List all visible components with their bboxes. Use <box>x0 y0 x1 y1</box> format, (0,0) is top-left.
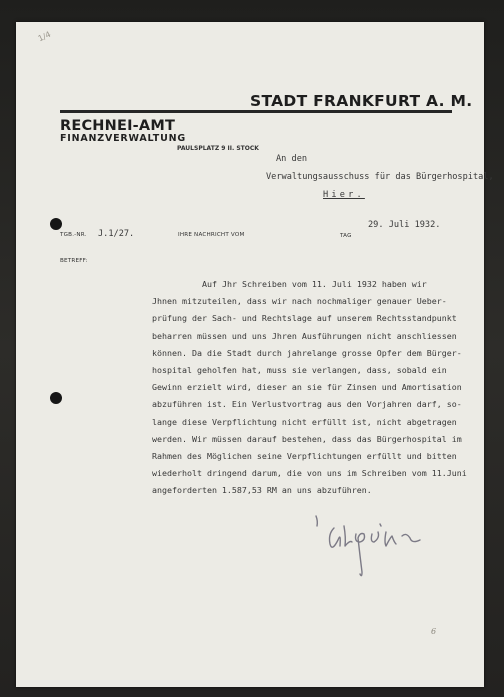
body-line: beharren müssen und uns Jhren Ausführungen nicht anschliessen <box>152 330 457 341</box>
letterhead-office: RECHNEI-AMT <box>60 118 176 134</box>
your-message-label: IHRE NACHRICHT VOM <box>178 232 245 238</box>
body-line: werden. Wir müssen darauf bestehen, dass das Bürgerhospital im <box>152 433 462 444</box>
page-number: 6 <box>431 627 437 636</box>
body-line: Jhnen mitzuteilen, dass wir nach nochmaliger genauer Ueber- <box>152 296 447 307</box>
body-line: können. Da die Stadt durch jahrelange grosse Opfer dem Bürger- <box>152 347 462 358</box>
body-line: angeforderten 1.587,53 RM an uns abzuführen. <box>152 485 372 496</box>
letter-body <box>152 276 472 500</box>
letterhead-address: PAULSPLATZ 9 II. STOCK <box>177 145 259 152</box>
day-label: TAG <box>340 233 352 239</box>
recipient-line-1: An den <box>276 154 308 164</box>
letterhead-division: FINANZVERWALTUNG <box>60 133 186 144</box>
body-line: Gewinn erzielt wird, dieser an sie für Zinsen und Amortisation <box>152 382 462 393</box>
tgb-label: TGB.-NR. <box>60 232 87 238</box>
recipient-line-2: Verwaltungsausschuss für das Bürgerhospital, <box>266 172 494 182</box>
recipient-block <box>266 150 494 204</box>
tgb-value: J.1/27. <box>98 229 135 239</box>
recipient-line-3: Hier. <box>323 190 365 200</box>
pencil-corner-mark: 1/4 <box>36 29 53 44</box>
body-line: Auf Jhr Schreiben vom 11. Juli 1932 haben wir <box>202 279 427 289</box>
body-line: lange diese Verpflichtung nicht erfüllt ist, nicht abgetragen <box>152 416 457 427</box>
body-line: prüfung der Sach- und Rechtslage auf unserem Rechtsstandpunkt <box>152 313 457 324</box>
body-line: wiederholt dringend darum, die von uns im Schreiben vom 11.Juni <box>152 468 467 479</box>
body-line: abzuführen ist. Ein Verlustvortrag aus den Vorjahren darf, so- <box>152 399 462 410</box>
letterhead-rule <box>60 110 452 113</box>
body-line: Rahmen des Möglichen seine Verpflichtungen erfüllt und bitten <box>152 451 457 462</box>
letterhead-city: STADT FRANKFURT A. M. <box>250 92 473 110</box>
handwritten-signature <box>310 512 428 582</box>
letter-date: 29. Juli 1932. <box>368 220 441 230</box>
body-line: hospital geholfen hat, muss sie verlangen, dass, sobald ein <box>152 365 447 376</box>
subject-label: BETREFF: <box>60 258 88 264</box>
punch-hole-bottom <box>50 392 62 404</box>
punch-hole-top <box>50 218 62 230</box>
